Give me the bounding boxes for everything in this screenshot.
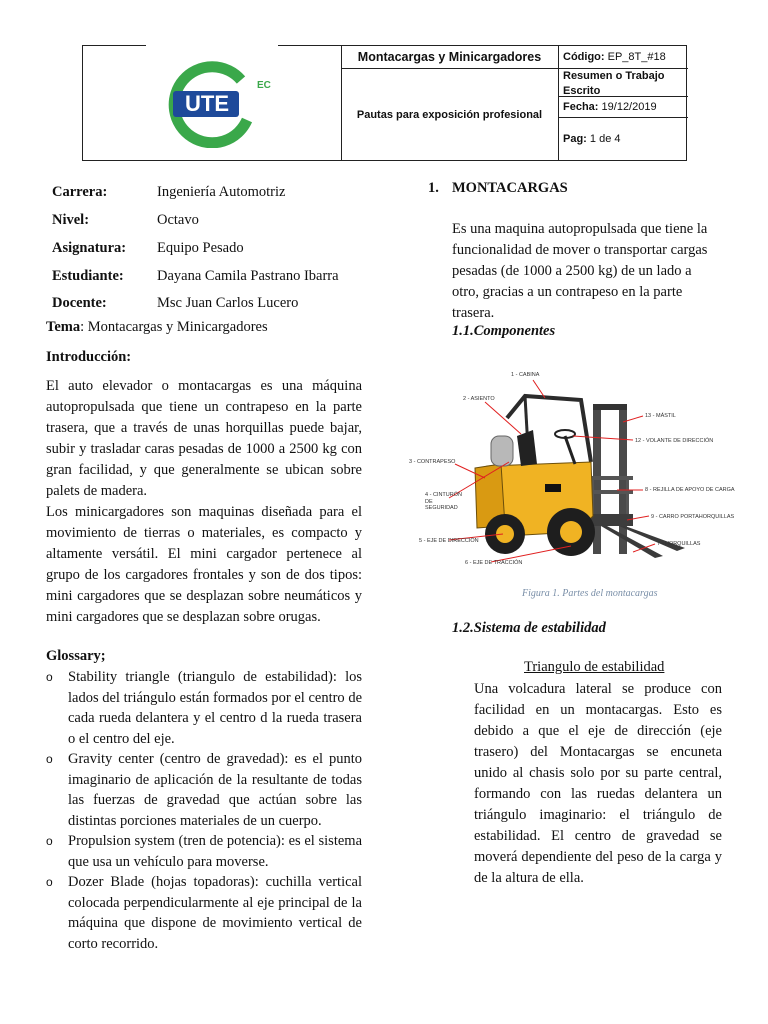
section-1-heading: MONTACARGAS bbox=[452, 180, 568, 196]
date-value: 19/12/2019 bbox=[601, 101, 657, 113]
stability-subheading: 1.2.Sistema de estabilidad bbox=[452, 620, 606, 636]
figure-callout: 12 - VOLANTE DE DIRECCIÓN bbox=[635, 438, 714, 444]
forklift-figure bbox=[405, 366, 735, 576]
section-1-number: 1. bbox=[428, 180, 439, 196]
figure-caption: Figura 1. Partes del montacargas bbox=[522, 588, 658, 599]
info-value: Equipo Pesado bbox=[157, 240, 244, 256]
doc-subtitle: Pautas para exposición profesional bbox=[356, 109, 543, 121]
glossary-text: Gravity center (centro de gravedad): es el punto imaginario de aplicación de la resultante de todas las fuerzas de gravedad que actúan sobre las distintas porciones materiales de un cuerpo. bbox=[68, 751, 362, 829]
header-table bbox=[82, 45, 687, 161]
header-divider bbox=[558, 117, 688, 118]
figure-callout: 7 - HORQUILLAS bbox=[657, 541, 701, 547]
info-label: Carrera: bbox=[52, 184, 108, 200]
bullet-icon: o bbox=[46, 834, 53, 848]
info-label: Docente: bbox=[52, 295, 107, 311]
info-label: Asignatura: bbox=[52, 240, 127, 256]
tema-label: Tema bbox=[46, 319, 81, 335]
figure-callout: 9 - CARRO PORTAHORQUILLAS bbox=[651, 514, 735, 520]
ute-logo bbox=[161, 58, 271, 148]
tema-value: : Montacargas y Minicargadores bbox=[80, 319, 268, 335]
glossary-heading: Glossary; bbox=[46, 648, 106, 664]
date-label: Fecha: bbox=[563, 101, 599, 113]
glossary-text: Dozer Blade (hojas topadoras): cuchilla vertical colocada perpendicularmente al eje principal de la máquina que dispone de movimiento vertical de corto recorrido. bbox=[68, 874, 362, 952]
bullet-icon: o bbox=[46, 875, 53, 889]
date-cell bbox=[563, 100, 657, 115]
figure-callout: 2 - ASIENTO bbox=[463, 396, 495, 402]
info-label: Nivel: bbox=[52, 212, 90, 228]
stability-text: Una volcadura lateral se produce con facilidad en un montacargas. Esto es debido a que el eje de dirección (eje trasero) del Montacargas se encuneta unido al chasis solo por su parte central, formando con las ruedas delantera un triángulo imaginario: el triángulo de estabilidad. El centro de gravedad se moverá dependiente del peso de la carga y de la altura de ella. bbox=[474, 681, 722, 886]
logo-text: UTE bbox=[185, 91, 229, 116]
intro-heading: Introducción: bbox=[46, 349, 132, 365]
info-label: Estudiante: bbox=[52, 268, 124, 284]
figure-callout: 13 - MÁSTIL bbox=[645, 413, 676, 419]
page-value: 1 de 4 bbox=[589, 133, 621, 145]
figure-callout: 4 - CINTURÓN DE SEGURIDAD bbox=[425, 492, 462, 511]
glossary-text: Stability triangle (triangulo de estabilidad): los lados del triángulo están formados por el centro de cada rueda delantera y el centro d la rueda trasera o el centro del eje. bbox=[68, 669, 362, 747]
bullet-icon: o bbox=[46, 670, 53, 684]
page-label: Pag: bbox=[563, 133, 587, 145]
doc-type: Resumen o Trabajo Escrito bbox=[563, 70, 665, 97]
page-cell bbox=[563, 132, 621, 147]
header-border-gap bbox=[146, 44, 278, 48]
info-value: Dayana Camila Pastrano Ibarra bbox=[157, 268, 339, 284]
info-value: Ingeniería Automotriz bbox=[157, 184, 286, 200]
figure-callout: 6 - EJE DE TRACCIÓN bbox=[465, 560, 523, 566]
code-cell bbox=[563, 50, 666, 65]
intro-paragraph-2: Los minicargadores son maquinas diseñada para el movimiento de tierras o materiales, es compacto y altamente versátil. El mini cargador pertenece al grupo de los cargadores frontales y son de dos tipos: mini cargadores que se desplazan sobre neumáticos y mini cargadores que se desplazan sobre orugas. bbox=[46, 504, 362, 625]
intro-paragraph-1: El auto elevador o montacargas es una máquina autopropulsada que tiene un contrapeso en la parte trasera, que a través de unas horquillas puede bajar, subir y trasladar caras pesadas de 1000 a 2500 kg con gran facilidad, y que generalmente se ubican sobre palets de madera. bbox=[46, 378, 362, 499]
tema-line bbox=[46, 319, 268, 336]
glossary-text: Propulsion system (tren de potencia): es el sistema que usa un vehículo para moverse. bbox=[68, 833, 362, 870]
components-subheading: 1.1.Componentes bbox=[452, 323, 556, 339]
section-1-text: Es una maquina autopropulsada que tiene la funcionalidad de mover o transportar cargas pesadas (de 1000 a 2500 kg) de un lado a otro, gracias a un contrapeso en la parte trasera. bbox=[452, 221, 708, 321]
stability-title: Triangulo de estabilidad bbox=[524, 659, 665, 675]
info-value: Octavo bbox=[157, 212, 199, 228]
figure-callout: 3 - CONTRAPESO bbox=[409, 459, 456, 465]
doc-title: Montacargas y Minicargadores bbox=[357, 50, 542, 64]
header-divider bbox=[558, 46, 559, 160]
logo-superscript: EC bbox=[257, 80, 271, 91]
code-label: Código: bbox=[563, 51, 605, 63]
code-value: EP_8T_#18 bbox=[607, 51, 666, 63]
figure-callout: 8 - REJILLA DE APOYO DE CARGA bbox=[645, 487, 735, 493]
bullet-icon: o bbox=[46, 752, 53, 766]
figure-callout: 1 - CABINA bbox=[511, 372, 540, 378]
info-value: Msc Juan Carlos Lucero bbox=[157, 295, 299, 311]
figure-callout: 5 - EJE DE DIRECCIÓN bbox=[419, 538, 479, 544]
